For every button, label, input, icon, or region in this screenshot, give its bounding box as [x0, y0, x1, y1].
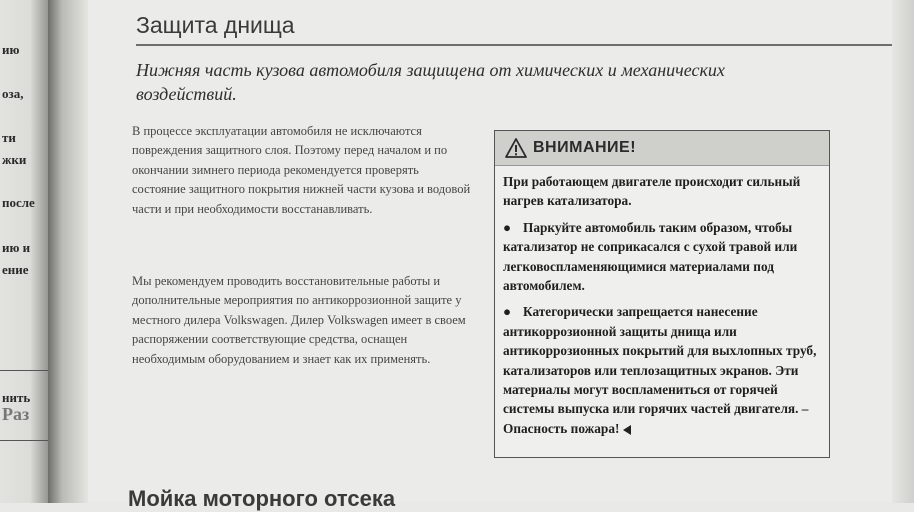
previous-page-fragment: после: [2, 195, 35, 210]
warning-body: [495, 166, 829, 438]
previous-page-fragment: Раз: [2, 404, 30, 424]
lead-paragraph: Нижняя часть кузова автомобиля защищена от химических и механических воздействий.: [136, 60, 725, 104]
binding-gutter: [48, 0, 88, 503]
warning-bullet: [503, 302, 821, 438]
warning-triangle-icon: [505, 138, 527, 158]
body-paragraph: Мы рекомендуем проводить восстановительные работы и дополнительные мероприятия по антикоррозионной защите у местного дилера Volkswagen. Дилер Volkswagen имеет в своем распоряжении соответствующие средства, оснащен необходимым оборудованием и знает как их применять.: [132, 274, 466, 366]
manual-page: [88, 0, 914, 511]
previous-page-fragment: жки: [2, 152, 27, 167]
previous-page-edge: [0, 0, 50, 503]
previous-page-rule: [0, 370, 50, 371]
warning-bullet-text: Паркуйте автомобиль таким образом, чтобы катализатор не соприкасался с сухой травой или легковоспламеняющимися материалами под автомобилем.: [503, 219, 798, 294]
bullet-icon: ●: [503, 219, 512, 235]
bullet-icon: ●: [503, 304, 512, 320]
page-right-edge: [892, 0, 914, 503]
next-section-heading: Мойка моторного отсека: [128, 486, 396, 511]
warning-box: [494, 130, 830, 458]
page-title: Защита днища: [136, 12, 295, 38]
previous-page-fragment: ение: [2, 262, 29, 277]
warning-intro: При работающем двигателе происходит сильный нагрев катализатора.: [503, 174, 801, 209]
body-paragraph: В процессе эксплуатации автомобиля не исключаются повреждения защитного слоя. Поэтому перед началом и по окончании зимнего периода рекомендуется проверять состояние защитного покрытия нижней части кузова и водовой части и при необходимости восстанавливать.: [132, 124, 471, 216]
previous-page-rule: [0, 440, 50, 441]
previous-page-fragment: ти: [2, 130, 16, 145]
end-of-section-icon: [623, 425, 631, 435]
previous-page-fragment: нить: [2, 390, 31, 405]
warning-bullet: [503, 218, 821, 296]
warning-title: ВНИМАНИЕ!: [533, 139, 637, 156]
warning-bullet-text: Категорически запрещается нанесение антикоррозионной защиты днища или антикоррозионных покрытий для выхлопных труб, катализаторов или теплозащитных экранов. Эти материалы могут воспламениться от горячей системы выпуска или горячих частей двигателя. – Опасность пожара!: [503, 304, 817, 436]
previous-page-fragment: ию и: [2, 240, 31, 255]
title-divider: [136, 44, 914, 46]
previous-page-fragment: ию: [2, 42, 20, 57]
warning-header: [495, 131, 829, 166]
previous-page-fragment: оза,: [2, 86, 24, 101]
